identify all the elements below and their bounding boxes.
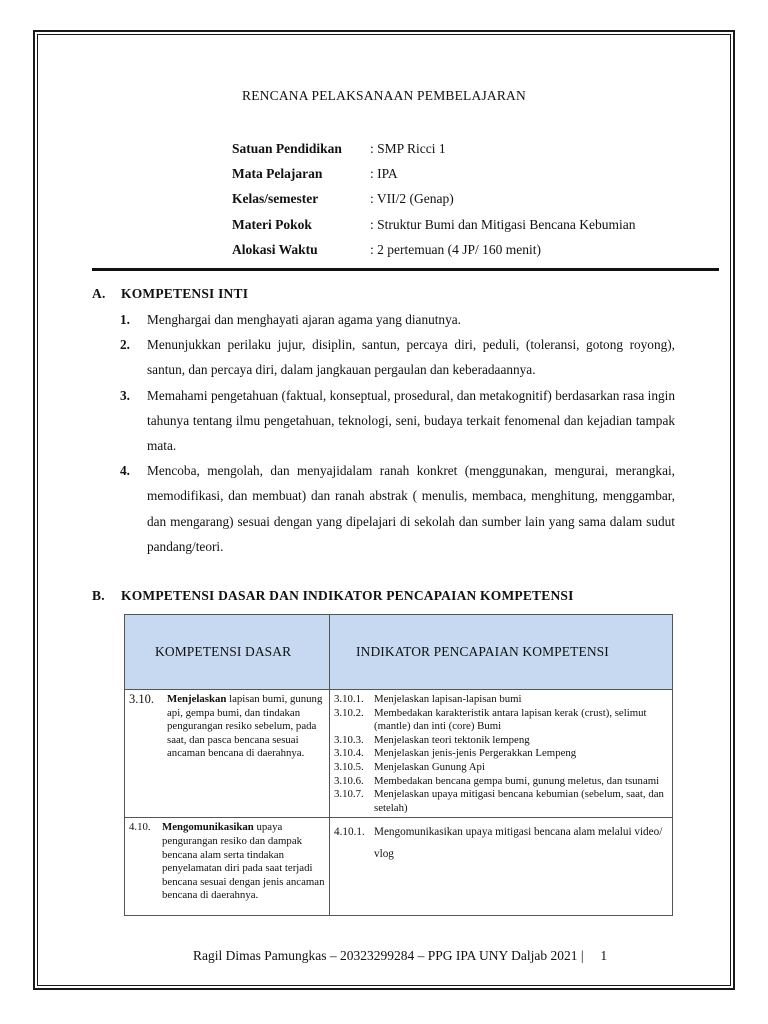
column-header-indicator: INDIKATOR PENCAPAIAN KOMPETENSI — [330, 615, 673, 690]
indicator-text: Mengomunikasikan upaya mitigasi bencana alam melalui video/ vlog — [374, 826, 663, 861]
meta-label: Satuan Pendidikan — [232, 140, 342, 156]
indicator-cell — [330, 690, 673, 818]
kd-description: upaya pengurangan resiko dan dampak bencana alam serta tindakan penyelamatan diri pada saat terjadi bencana sesuai dengan jenis ancaman bencana di daerahnya. — [162, 821, 325, 902]
meta-label: Mata Pelajaran — [232, 165, 323, 181]
indicator-item — [334, 821, 668, 865]
document-title: RENCANA PELAKSANAAN PEMBELAJARAN — [242, 88, 526, 103]
section-a-heading — [92, 286, 248, 302]
indicator-text: Menjelaskan lapisan-lapisan bumi — [374, 693, 522, 705]
meta-row — [232, 212, 635, 237]
list-item — [120, 383, 675, 459]
kd-code: 3.10. — [129, 692, 154, 706]
meta-value: : SMP Ricci 1 — [370, 140, 446, 156]
table-row — [125, 690, 673, 818]
page-number: 1 — [600, 948, 608, 963]
kd-description: lapisan bumi, gunung api, gempa bumi, dan tindakan pengurangan resiko sebelum, pada saat, dan pasca bencana sesuai ancaman bencana di daerahnya. — [167, 693, 323, 760]
item-number: 2. — [120, 337, 130, 353]
indicator-text: Menjelaskan teori tektonik lempeng — [374, 733, 530, 746]
indicator-item — [334, 747, 668, 761]
item-number: 3. — [120, 387, 130, 403]
kd-indicator-table — [124, 614, 673, 916]
identity-table — [232, 136, 635, 262]
section-letter: A. — [92, 286, 106, 301]
kd-cell — [125, 690, 330, 818]
meta-row — [232, 187, 635, 212]
kd-verb: Mengomunikasikan — [162, 821, 254, 834]
table-header-row — [125, 615, 673, 690]
column-header-kd: KOMPETENSI DASAR — [125, 615, 330, 690]
indicator-code: 4.10.1. — [334, 826, 365, 839]
kompetensi-inti-list — [120, 307, 675, 559]
list-item — [120, 332, 675, 382]
kd-verb: Menjelaskan — [167, 693, 227, 705]
meta-label: Materi Pokok — [232, 216, 312, 232]
kd-code: 4.10. — [129, 821, 151, 834]
section-letter: B. — [92, 588, 105, 603]
kd-text — [162, 821, 325, 903]
item-text: Mencoba, mengolah, dan menyajidalam ranah konkret (menggunakan, mengurai, merangkai, memodifikasi, dan membuat) dan ranah abstrak ( menulis, membaca, menghitung, menggambar, dan mengarang) sesuai dengan yang dipelajari di sekolah dan sumber lain yang sama dalam sudut pandang/teori. — [147, 463, 675, 554]
indicator-item — [334, 734, 668, 748]
kd-cell — [125, 818, 330, 916]
indicator-item — [334, 761, 668, 775]
indicator-text: Membedakan karakteristik antara lapisan kerak (crust), selimut (mantle) dan inti (core) Bumi — [374, 706, 647, 733]
indicator-item — [334, 707, 668, 734]
section-b-heading — [92, 588, 574, 604]
indicator-code: 3.10.2. — [334, 706, 364, 719]
item-text: Menghargai dan menghayati ajaran agama yang dianutnya. — [147, 312, 461, 327]
kd-text — [167, 693, 325, 761]
indicator-code: 3.10.5. — [334, 760, 364, 773]
meta-label: Kelas/semester — [232, 191, 319, 207]
meta-value: : Struktur Bumi dan Mitigasi Bencana Kebumian — [370, 216, 636, 232]
item-number: 4. — [120, 463, 130, 479]
list-item — [120, 458, 675, 559]
footer-author: Ragil Dimas Pamungkas – 20323299284 – PPG IPA UNY Daljab 2021 | — [193, 948, 584, 963]
meta-label: Alokasi Waktu — [232, 241, 318, 257]
meta-row — [232, 136, 635, 161]
meta-row — [232, 237, 635, 262]
indicator-cell — [330, 818, 673, 916]
indicator-code: 3.10.7. — [334, 788, 364, 801]
horizontal-rule — [92, 268, 719, 271]
meta-value: : IPA — [370, 165, 398, 181]
item-text: Menunjukkan perilaku jujur, disiplin, santun, percaya diri, peduli, (toleransi, gotong royong), santun, dan percaya diri, dalam jangkauan pergaulan dan keberadaannya. — [147, 337, 675, 378]
page-footer — [0, 948, 768, 964]
meta-value: : VII/2 (Genap) — [370, 191, 454, 207]
list-item — [120, 307, 675, 332]
indicator-text: Menjelaskan Gunung Api — [374, 760, 485, 773]
indicator-item — [334, 788, 668, 815]
indicator-text: Membedakan bencana gempa bumi, gunung meletus, dan tsunami — [374, 774, 660, 787]
indicator-item — [334, 775, 668, 789]
indicator-item — [334, 693, 668, 707]
meta-value: : 2 pertemuan (4 JP/ 160 menit) — [370, 241, 541, 257]
indicator-text: Menjelaskan upaya mitigasi bencana kebumian (sebelum, saat, dan setelah) — [374, 788, 664, 814]
section-title: KOMPETENSI DASAR DAN INDIKATOR PENCAPAIAN KOMPETENSI — [121, 588, 574, 603]
item-text: Memahami pengetahuan (faktual, konseptual, prosedural, dan metakognitif) berdasarkan rasa ingin tahunya tentang ilmu pengetahuan, teknologi, seni, budaya terkait fenomenal dan kejadian tampak mata. — [147, 387, 675, 454]
section-title: KOMPETENSI INTI — [121, 286, 249, 301]
indicator-code: 3.10.4. — [334, 747, 364, 760]
indicator-code: 3.10.1. — [334, 693, 364, 705]
indicator-text: Menjelaskan jenis-jenis Pergerakkan Lempeng — [374, 747, 577, 760]
indicator-code: 3.10.3. — [334, 733, 364, 746]
indicator-code: 3.10.6. — [334, 774, 364, 787]
item-number: 1. — [120, 312, 130, 327]
table-row — [125, 818, 673, 916]
meta-row — [232, 161, 635, 186]
